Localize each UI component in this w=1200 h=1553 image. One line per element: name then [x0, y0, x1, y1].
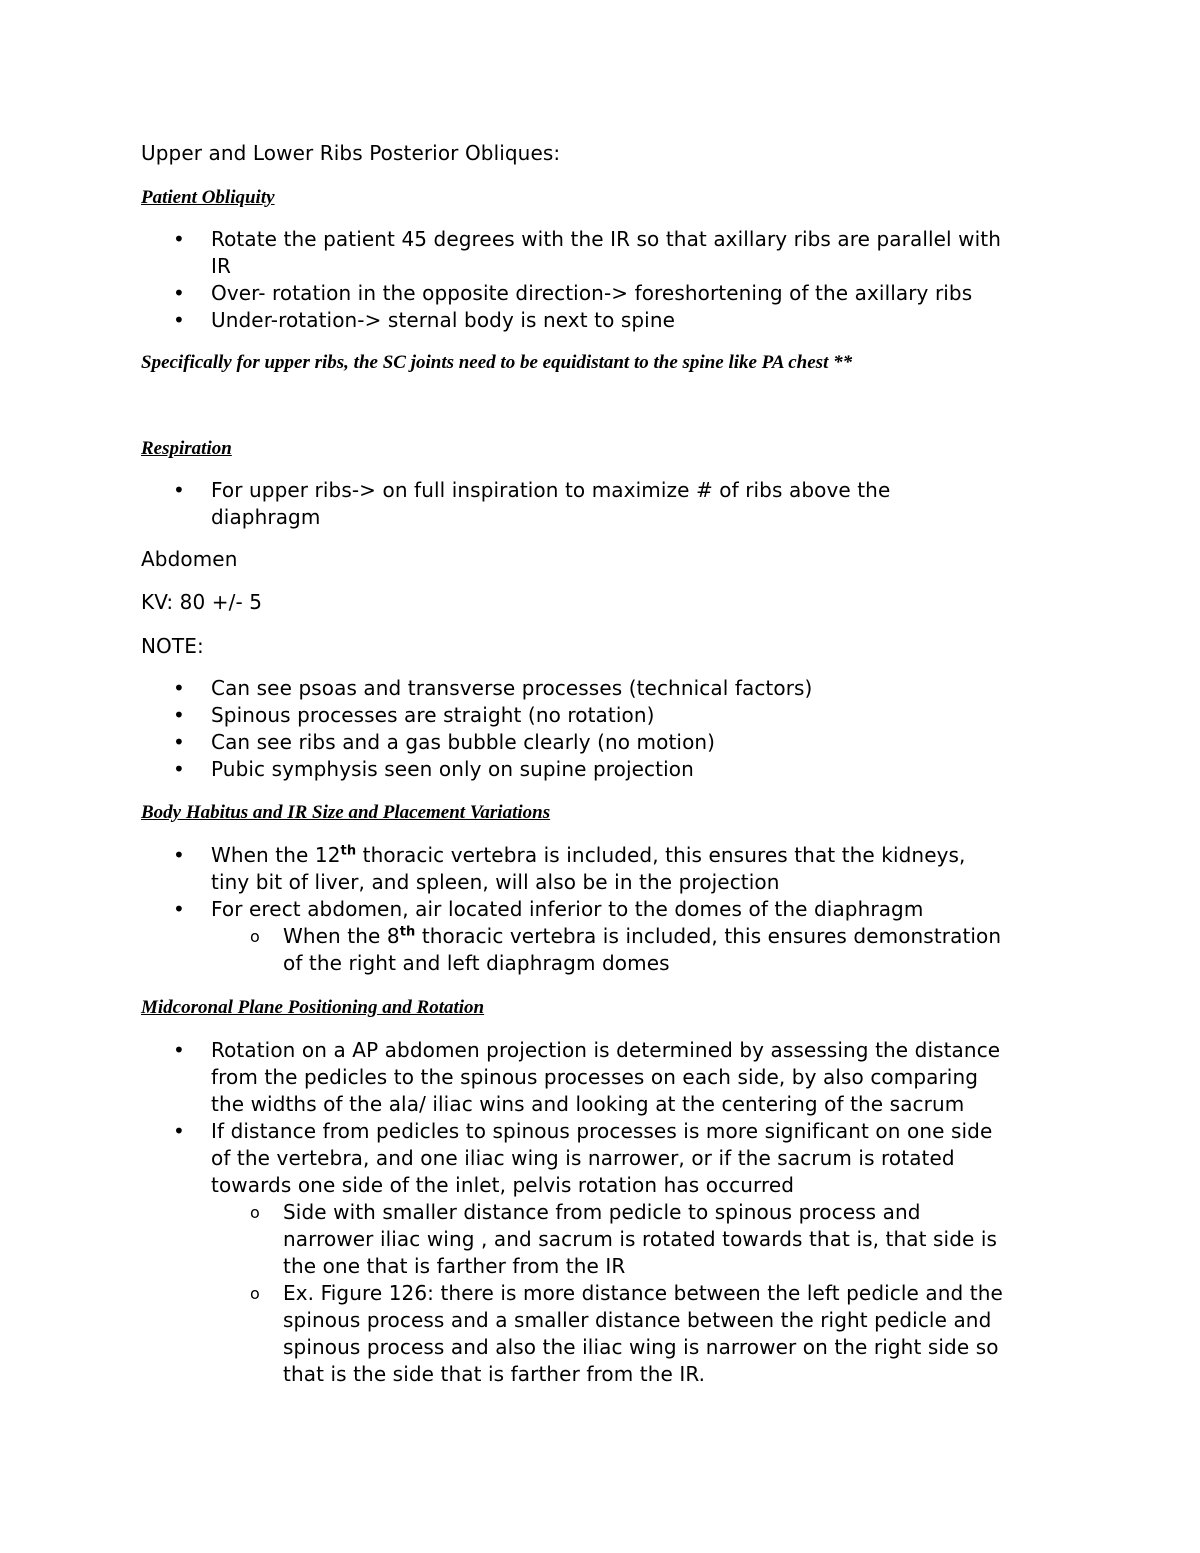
circle-bullet-icon: o — [250, 1203, 260, 1222]
bullet-icon: • — [173, 703, 185, 727]
list-item: • Can see ribs and a gas bubble clearly (no motion) — [173, 730, 716, 754]
upper-ribs-note: Specifically for upper ribs, the SC joints need to be equidistant to the spine like PA chest ** — [141, 352, 853, 373]
bullet-icon: • — [173, 281, 185, 305]
heading-body-habitus: Body Habitus and IR Size and Placement Variations — [141, 802, 551, 823]
sub-list-item: o Side with smaller distance from pedicle to spinous process and narrower iliac wing , and sacrum is rotated towards that is, that side is the one that is farther from the IR — [250, 1200, 998, 1278]
heading-respiration: Respiration — [141, 438, 232, 459]
note-list — [0, 675, 812, 783]
bullet-icon: • — [173, 843, 185, 867]
bullet-icon: • — [173, 478, 185, 502]
midcoronal-list — [0, 1037, 1003, 1388]
bullet-icon: • — [173, 676, 185, 700]
bullet-icon: • — [173, 897, 185, 921]
bullet-icon: • — [173, 227, 185, 251]
list-item: • For erect abdomen, air located inferior to the domes of the diaphragm — [173, 897, 924, 921]
list-item: • For upper ribs-> on full inspiration to maximize # of ribs above the diaphragm — [173, 478, 891, 529]
list-item: • Spinous processes are straight (no rotation) — [173, 703, 655, 727]
heading-midcoronal: Midcoronal Plane Positioning and Rotation — [141, 997, 485, 1018]
list-item: • Pubic symphysis seen only on supine projection — [173, 757, 694, 781]
abdomen-label: Abdomen — [141, 547, 238, 571]
kv-text: KV: 80 +/- 5 — [141, 590, 263, 614]
body-habitus-list — [0, 842, 1001, 977]
bullet-icon: • — [173, 1038, 185, 1062]
bullet-icon: • — [173, 730, 185, 754]
patient-obliquity-list — [0, 226, 1001, 334]
bullet-icon: • — [173, 757, 185, 781]
list-item: • Over- rotation in the opposite direction-> foreshortening of the axillary ribs — [173, 281, 973, 305]
heading-patient-obliquity: Patient Obliquity — [141, 187, 275, 208]
circle-bullet-icon: o — [250, 927, 260, 946]
bullet-icon: • — [173, 1119, 185, 1143]
respiration-list — [0, 477, 890, 531]
page-title: Upper and Lower Ribs Posterior Obliques: — [141, 141, 561, 165]
list-item: • Rotation on a AP abdomen projection is determined by assessing the distance from the pedicles to the spinous processes on each side, by also comparing the widths of the ala/ iliac wins and looking at the centering of the sacrum — [173, 1038, 1001, 1116]
list-item: • If distance from pedicles to spinous processes is more significant on one side of the vertebra, and one iliac wing is narrower, or if the sacrum is rotated towards one side of the inlet, pelvis rotation has occurred — [173, 1119, 993, 1197]
bullet-icon: • — [173, 308, 185, 332]
sub-list-item: o Ex. Figure 126: there is more distance between the left pedicle and the spinous process and a smaller distance between the right pedicle and spinous process and also the iliac wing is narrower on the right side so that is the side that is farther from the IR. — [250, 1281, 1003, 1386]
list-item: • When the 12th thoracic vertebra is included, this ensures that the kidneys, tiny bit of liver, and spleen, will also be in the projection — [173, 843, 966, 894]
list-item: • Rotate the patient 45 degrees with the IR so that axillary ribs are parallel with IR — [173, 227, 1002, 278]
circle-bullet-icon: o — [250, 1284, 260, 1303]
sub-list-item: o When the 8th thoracic vertebra is included, this ensures demonstration of the right and left diaphragm domes — [250, 924, 1002, 975]
list-item: • Under-rotation-> sternal body is next to spine — [173, 308, 676, 332]
list-item: • Can see psoas and transverse processes (technical factors) — [173, 676, 813, 700]
note-label: NOTE: — [141, 634, 204, 658]
